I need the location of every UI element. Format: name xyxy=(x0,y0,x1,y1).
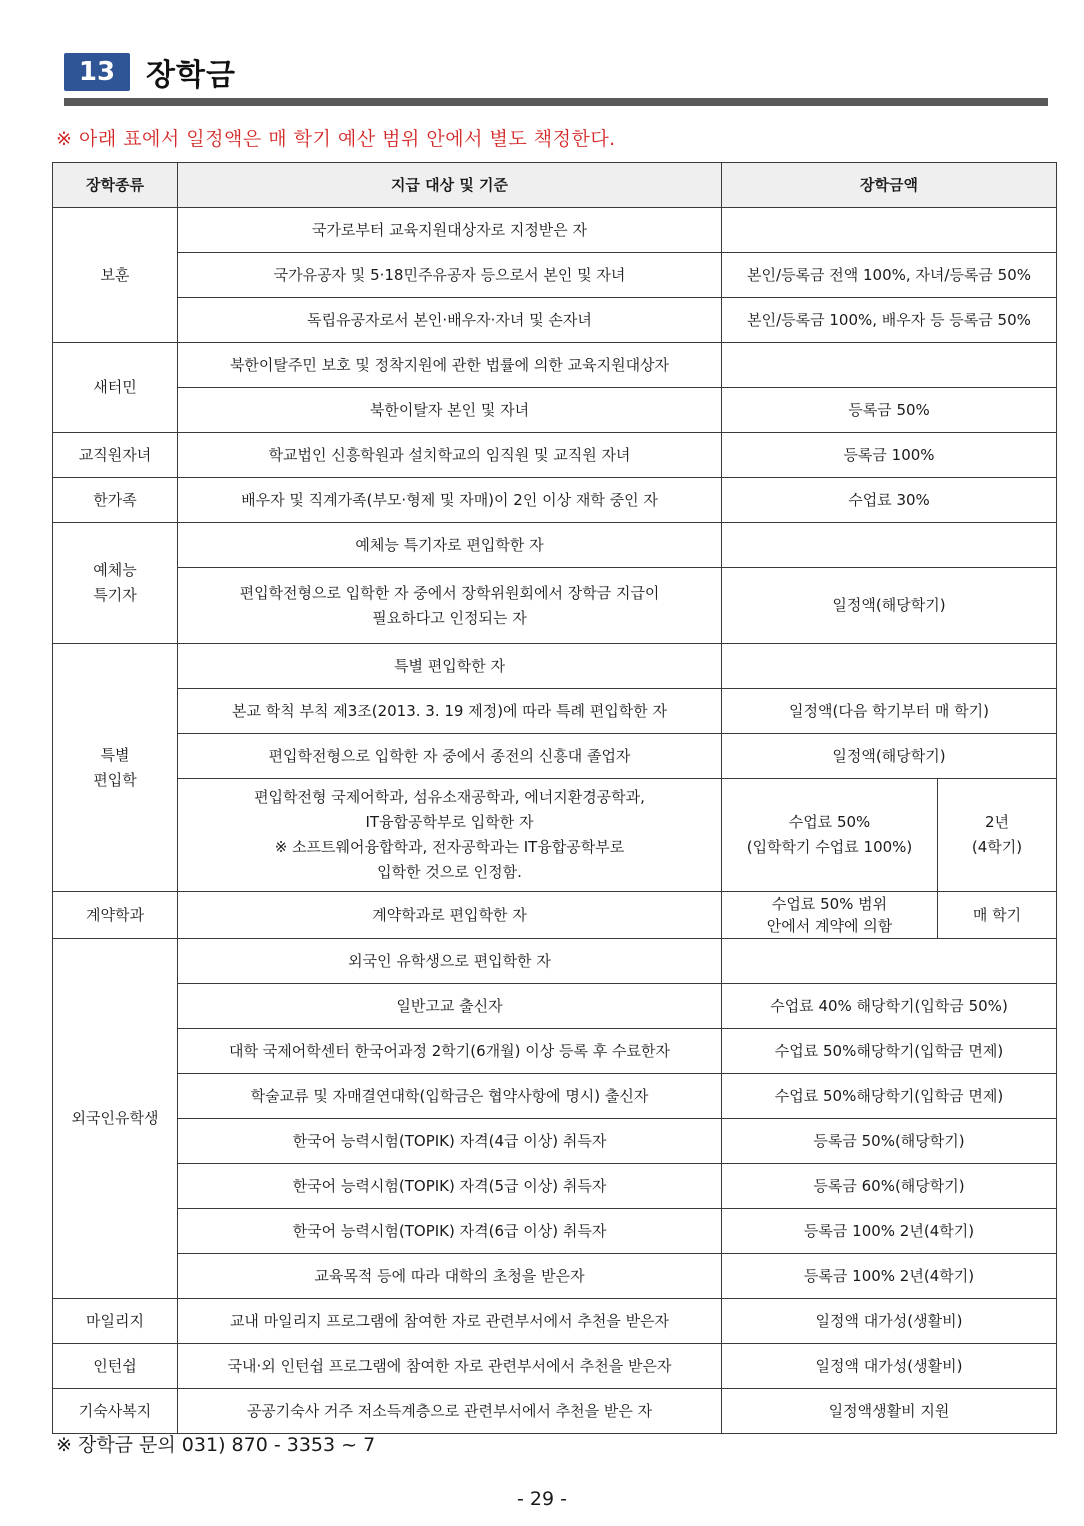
table-row xyxy=(53,1344,1057,1389)
table-row xyxy=(53,253,1057,298)
table-row xyxy=(53,1209,1057,1254)
page-number: - 29 - xyxy=(517,1488,567,1510)
table-row xyxy=(53,734,1057,779)
amount-cell: 수업료 50% 범위 안에서 계약에 의함 xyxy=(722,892,938,939)
criteria-cell: 예체능 특기자로 편입학한 자 xyxy=(178,523,722,568)
amount-cell: 일정액(다음 학기부터 매 학기) xyxy=(722,689,1057,734)
amount-cell: 등록금 60%(해당학기) xyxy=(722,1164,1057,1209)
amount-cell: 등록금 100% 2년(4학기) xyxy=(722,1209,1057,1254)
amount-cell: 등록금 50%(해당학기) xyxy=(722,1119,1057,1164)
criteria-cell: 공공기숙사 거주 저소득계층으로 관련부서에서 추천을 받은 자 xyxy=(178,1389,722,1434)
criteria-cell: 국내·외 인턴쉽 프로그램에 참여한 자로 관련부서에서 추천을 받은자 xyxy=(178,1344,722,1389)
criteria-cell: 한국어 능력시험(TOPIK) 자격(5급 이상) 취득자 xyxy=(178,1164,722,1209)
table-row xyxy=(53,1164,1057,1209)
amount-cell: 등록금 100% 2년(4학기) xyxy=(722,1254,1057,1299)
category-cell: 새터민 xyxy=(53,343,178,433)
amount-cell: 등록금 100% xyxy=(722,433,1057,478)
table-row xyxy=(53,388,1057,433)
amount-cell: 일정액(해당학기) xyxy=(722,734,1057,779)
criteria-cell: 편입학전형 국제어학과, 섬유소재공학과, 에너지환경공학과, IT융합공학부로 입학한 자 ※ 소프트웨어융합학과, 전자공학과는 IT융합공학부로 입학한 것으로 인정함. xyxy=(178,779,722,892)
category-cell: 인턴쉽 xyxy=(53,1344,178,1389)
amount-cell: 수업료 30% xyxy=(722,478,1057,523)
amount-cell: 본인/등록금 100%, 배우자 등 등록금 50% xyxy=(722,298,1057,343)
table-row xyxy=(53,939,1057,984)
notice-text: ※ 아래 표에서 일정액은 매 학기 예산 범위 안에서 별도 책정한다. xyxy=(56,128,616,150)
criteria-cell: 외국인 유학생으로 편입학한 자 xyxy=(178,939,722,984)
table-row xyxy=(53,343,1057,388)
table-row xyxy=(53,478,1057,523)
table-row xyxy=(53,208,1057,253)
table-row xyxy=(53,984,1057,1029)
criteria-cell: 한국어 능력시험(TOPIK) 자격(4급 이상) 취득자 xyxy=(178,1119,722,1164)
category-cell: 예체능 특기자 xyxy=(53,523,178,644)
criteria-cell: 한국어 능력시험(TOPIK) 자격(6급 이상) 취득자 xyxy=(178,1209,722,1254)
column-header: 장학금액 xyxy=(722,163,1057,208)
criteria-cell: 일반고교 출신자 xyxy=(178,984,722,1029)
amount-cell: 수업료 40% 해당학기(입학금 50%) xyxy=(722,984,1057,1029)
table-row xyxy=(53,568,1057,644)
criteria-cell: 북한이탈주민 보호 및 정착지원에 관한 법률에 의한 교육지원대상자 xyxy=(178,343,722,388)
criteria-cell: 국가로부터 교육지원대상자로 지정받은 자 xyxy=(178,208,722,253)
table-row xyxy=(53,689,1057,734)
chapter-number-badge: 13 xyxy=(64,53,130,91)
criteria-cell: 교육목적 등에 따라 대학의 초청을 받은자 xyxy=(178,1254,722,1299)
category-cell: 보훈 xyxy=(53,208,178,343)
category-cell: 계약학과 xyxy=(53,892,178,939)
table-row xyxy=(53,1119,1057,1164)
amount-cell: 일정액생활비 지원 xyxy=(722,1389,1057,1434)
criteria-cell: 교내 마일리지 프로그램에 참여한 자로 관련부서에서 추천을 받은자 xyxy=(178,1299,722,1344)
column-header: 장학종류 xyxy=(53,163,178,208)
criteria-cell: 편입학전형으로 입학한 자 중에서 종전의 신흥대 졸업자 xyxy=(178,734,722,779)
category-cell: 교직원자녀 xyxy=(53,433,178,478)
amount-cell xyxy=(722,939,1057,984)
table-row xyxy=(53,1074,1057,1119)
amount-cell: 일정액 대가성(생활비) xyxy=(722,1299,1057,1344)
amount-cell: 수업료 50%해당학기(입학금 면제) xyxy=(722,1074,1057,1119)
table-row xyxy=(53,1029,1057,1074)
section-header xyxy=(64,52,236,92)
table-row xyxy=(53,1389,1057,1434)
header-divider xyxy=(64,98,1048,106)
criteria-cell: 학술교류 및 자매결연대학(입학금은 협약사항에 명시) 출신자 xyxy=(178,1074,722,1119)
criteria-cell: 특별 편입학한 자 xyxy=(178,644,722,689)
amount-cell: 수업료 50%해당학기(입학금 면제) xyxy=(722,1029,1057,1074)
table-row xyxy=(53,298,1057,343)
criteria-cell: 편입학전형으로 입학한 자 중에서 장학위원회에서 장학금 지급이 필요하다고 인정되는 자 xyxy=(178,568,722,644)
criteria-cell: 학교법인 신흥학원과 설치학교의 임직원 및 교직원 자녀 xyxy=(178,433,722,478)
table-row xyxy=(53,1299,1057,1344)
contact-note: ※ 장학금 문의 031) 870 - 3353 ~ 7 xyxy=(56,1434,376,1456)
column-header: 지급 대상 및 기준 xyxy=(178,163,722,208)
criteria-cell: 독립유공자로서 본인·배우자·자녀 및 손자녀 xyxy=(178,298,722,343)
amount-cell xyxy=(722,343,1057,388)
category-cell: 외국인유학생 xyxy=(53,939,178,1299)
amount-cell: 본인/등록금 전액 100%, 자녀/등록금 50% xyxy=(722,253,1057,298)
criteria-cell: 국가유공자 및 5·18민주유공자 등으로서 본인 및 자녀 xyxy=(178,253,722,298)
criteria-cell: 계약학과로 편입학한 자 xyxy=(178,892,722,939)
scholarship-table xyxy=(52,162,1057,1434)
period-cell: 2년 (4학기) xyxy=(938,779,1057,892)
table-header-row xyxy=(53,163,1057,208)
amount-cell xyxy=(722,523,1057,568)
criteria-cell: 북한이탈자 본인 및 자녀 xyxy=(178,388,722,433)
table-row xyxy=(53,779,1057,892)
table-row xyxy=(53,644,1057,689)
amount-cell: 등록금 50% xyxy=(722,388,1057,433)
amount-cell: 수업료 50% (입학학기 수업료 100%) xyxy=(722,779,938,892)
criteria-cell: 배우자 및 직계가족(부모·형제 및 자매)이 2인 이상 재학 중인 자 xyxy=(178,478,722,523)
table-row xyxy=(53,433,1057,478)
amount-cell: 일정액 대가성(생활비) xyxy=(722,1344,1057,1389)
category-cell: 한가족 xyxy=(53,478,178,523)
criteria-cell: 본교 학칙 부칙 제3조(2013. 3. 19 제정)에 따라 특례 편입학한 자 xyxy=(178,689,722,734)
table-row xyxy=(53,892,1057,939)
category-cell: 기숙사복지 xyxy=(53,1389,178,1434)
category-cell: 마일리지 xyxy=(53,1299,178,1344)
criteria-cell: 대학 국제어학센터 한국어과정 2학기(6개월) 이상 등록 후 수료한자 xyxy=(178,1029,722,1074)
period-cell: 매 학기 xyxy=(938,892,1057,939)
category-cell: 특별 편입학 xyxy=(53,644,178,892)
amount-cell xyxy=(722,644,1057,689)
amount-cell: 일정액(해당학기) xyxy=(722,568,1057,644)
table-row xyxy=(53,1254,1057,1299)
page-title: 장학금 xyxy=(146,58,236,93)
table-row xyxy=(53,523,1057,568)
amount-cell xyxy=(722,208,1057,253)
